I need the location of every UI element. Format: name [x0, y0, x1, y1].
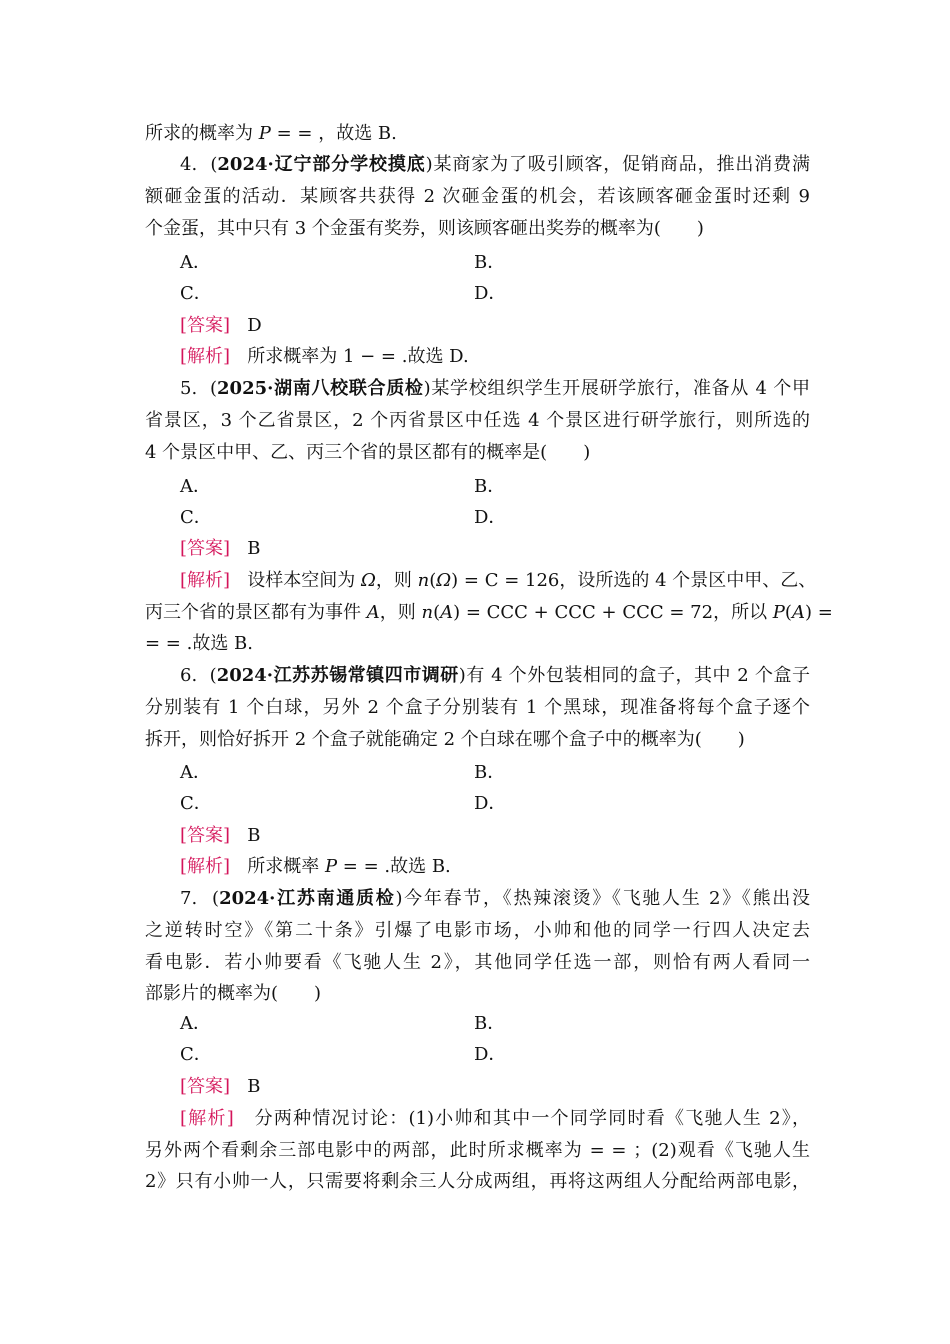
option-d: D．: [474, 793, 507, 814]
text-line: 分别装有 1 个白球，另外 2 个盒子分别装有 1 个黑球，现准备将每个盒子逐个: [145, 697, 810, 718]
answer-line: [180, 537, 810, 561]
answer-line: [180, 824, 810, 848]
option-d: D．: [474, 507, 507, 528]
text-line: 另外两个看剩余三部电影中的两部，此时所求概率为 = = ；(2)观看《飞驰人生: [145, 1140, 810, 1161]
answer-label: [答案]: [180, 1076, 231, 1097]
analysis-text: 分两种情况讨论：(1)小帅和其中一个同学同时看《飞驰人生 2》，: [254, 1108, 811, 1129]
analysis-label: [解析]: [180, 570, 231, 591]
answer-line: [180, 1075, 810, 1099]
answer-value: B: [247, 825, 261, 846]
text-line: 2》只有小帅一人，只需要将剩余三人分成两组，再将这两组人分配给两部电影，: [145, 1171, 810, 1192]
text-line: 所求的概率为 P = = ，故选 B.: [145, 123, 397, 144]
question-6-line: 6. (2024·江苏苏锡常镇四市调研)有 4 个外包装相同的盒子，其中 2 个盒子: [180, 665, 811, 686]
text-line: 拆开，则恰好拆开 2 个盒子就能确定 2 个白球在哪个盒子中的概率为( ): [145, 729, 745, 750]
option-a: A．: [180, 762, 211, 783]
analysis-line: [180, 1107, 810, 1131]
answer-value: B: [247, 538, 261, 559]
option-c: C．: [180, 793, 212, 814]
analysis-text: 所求概率为 1 − = .故选 D.: [247, 346, 469, 367]
text-line: 部影片的概率为( ): [145, 983, 322, 1004]
answer-value: D: [247, 315, 262, 336]
answer-label: [答案]: [180, 825, 231, 846]
option-a: A．: [180, 476, 211, 497]
text-line: 额砸金蛋的活动．某顾客共获得 2 次砸金蛋的机会，若该顾客砸金蛋时还剩 9: [145, 186, 810, 207]
answer-label: [答案]: [180, 538, 231, 559]
analysis-label: [解析]: [180, 856, 231, 877]
question-4-line: 4. (2024·辽宁部分学校摸底)某商家为了吸引顾客，促销商品，推出消费满: [180, 154, 811, 175]
text-line: 之逆转时空》《第二十条》引爆了电影市场，小帅和他的同学一行四人决定去: [145, 920, 810, 941]
question-source: 2024·江苏苏锡常镇四市调研: [216, 665, 459, 686]
option-d: D．: [474, 283, 507, 304]
option-d: D．: [474, 1044, 507, 1065]
option-a: A．: [180, 252, 211, 273]
question-source: 2025·湖南八校联合质检: [217, 378, 424, 399]
option-b: B．: [474, 476, 506, 497]
question-source: 2024·辽宁部分学校摸底: [217, 154, 426, 175]
question-source: 2024·江苏南通质检: [219, 888, 396, 909]
text-line: 省景区，3 个乙省景区，2 个丙省景区中任选 4 个景区进行研学旅行，则所选的: [145, 410, 810, 431]
option-a: A．: [180, 1013, 211, 1034]
answer-value: B: [247, 1076, 261, 1097]
text-line: 个金蛋，其中只有 3 个金蛋有奖券，则该顾客砸出奖券的概率为( ): [145, 218, 704, 239]
answer-label: [答案]: [180, 315, 231, 336]
option-c: C．: [180, 283, 212, 304]
option-c: C．: [180, 1044, 212, 1065]
text-line: = = .故选 B.: [145, 633, 253, 654]
option-b: B．: [474, 1013, 506, 1034]
question-7-line: 7. (2024·江苏南通质检)今年春节，《热辣滚烫》《飞驰人生 2》《熊出没: [180, 888, 811, 909]
option-b: B．: [474, 762, 506, 783]
text-line: 丙三个省的景区都有为事件 A，则 n(A) = CCC + CCC + CCC = 72，所以 P(A) =: [145, 602, 833, 623]
analysis-label: [解析]: [180, 1108, 234, 1129]
text-line: 4 个景区中甲、乙、丙三个省的景区都有的概率是( ): [145, 442, 591, 463]
text-line: 看电影．若小帅要看《飞驰人生 2》，其他同学任选一部，则恰有两人看同一: [145, 952, 810, 973]
answer-line: [180, 314, 810, 338]
option-c: C．: [180, 507, 212, 528]
question-5-line: 5. (2025·湖南八校联合质检)某学校组织学生开展研学旅行，准备从 4 个甲: [180, 378, 811, 399]
analysis-line: [解析] 设样本空间为 Ω，则 n(Ω) = C = 126，设所选的 4 个景区中甲、乙、: [180, 570, 817, 591]
option-b: B．: [474, 252, 506, 273]
analysis-label: [解析]: [180, 346, 231, 367]
analysis-line: [180, 345, 810, 369]
analysis-line: [解析] 所求概率 P = = .故选 B.: [180, 856, 451, 877]
